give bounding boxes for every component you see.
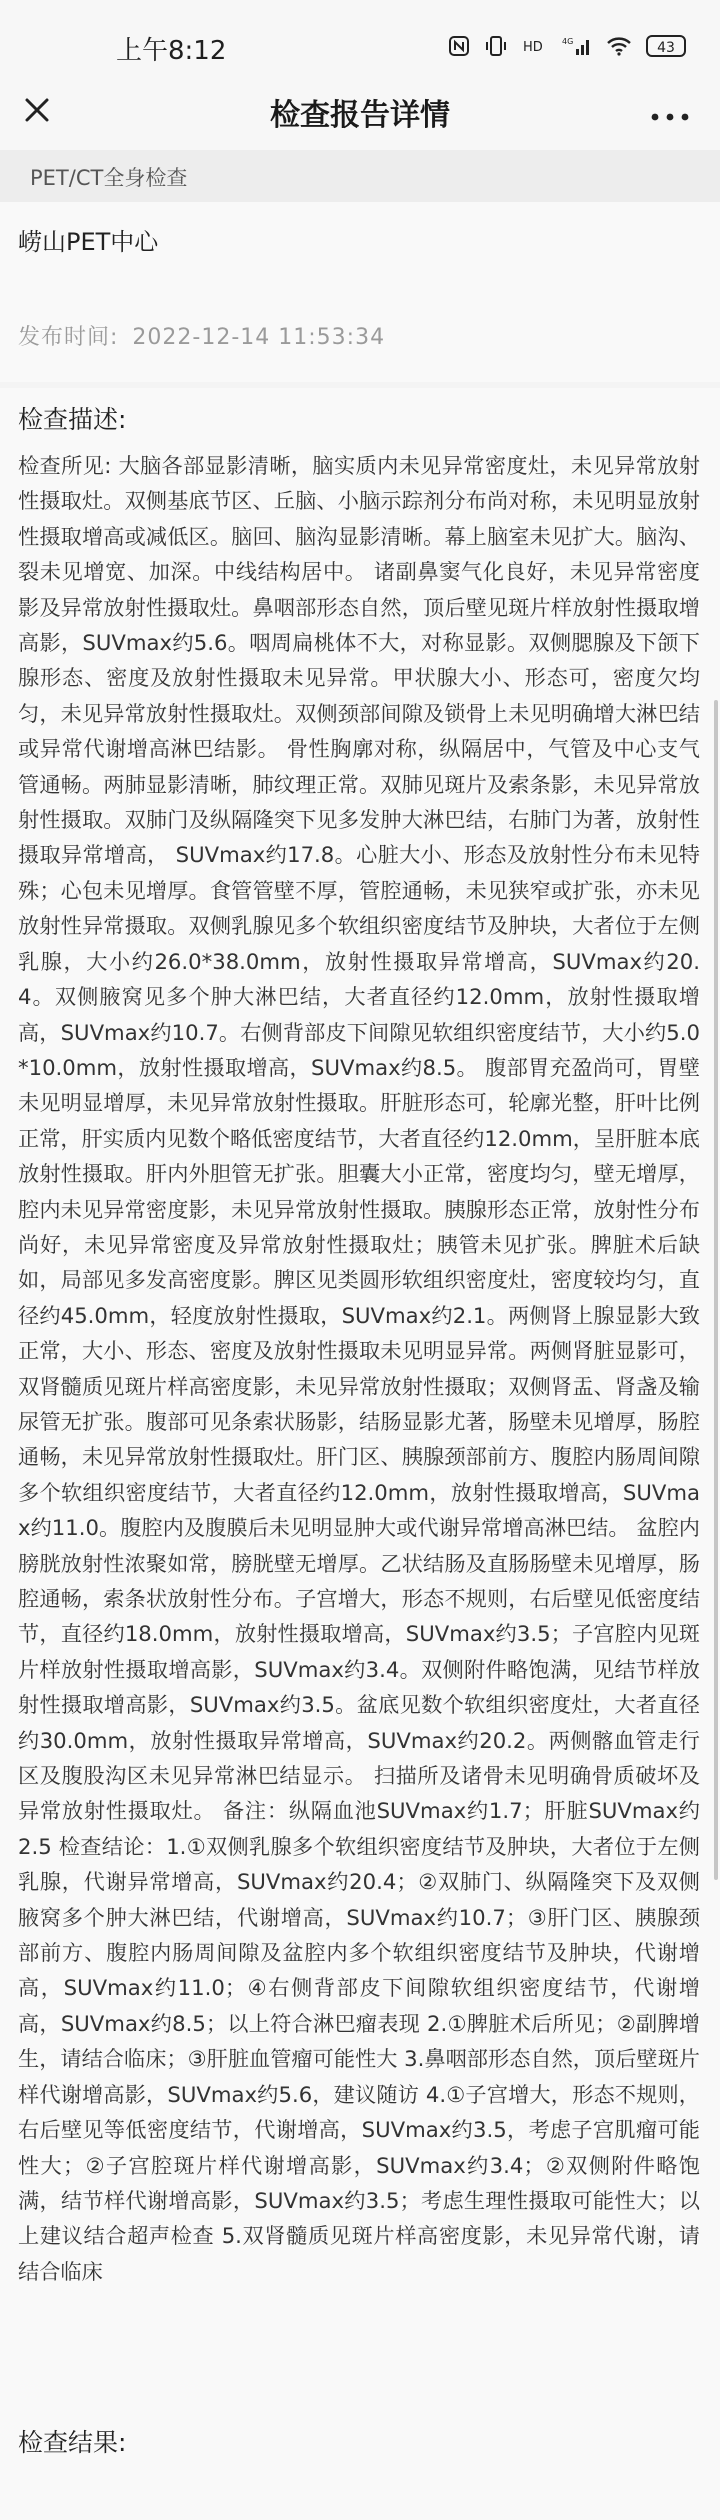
status-time: 上午8:12 (116, 36, 227, 66)
signal-icon (562, 35, 592, 57)
result-heading: 检查结果: (18, 2428, 127, 2457)
battery-icon: 43 (646, 35, 686, 57)
hd-icon (522, 35, 548, 57)
vibrate-icon (484, 35, 508, 57)
publish-row (18, 320, 385, 351)
category-bar (0, 150, 720, 202)
status-icons (448, 32, 686, 60)
network-label: 4G (562, 37, 574, 46)
nfc-icon (448, 35, 470, 57)
nav-bar (0, 70, 720, 150)
center-name: 崂山PET中心 (18, 228, 159, 256)
scrollbar[interactable] (714, 700, 718, 1880)
more-icon[interactable] (650, 106, 690, 114)
page-title: 检查报告详情 (270, 98, 450, 133)
publish-label: 发布时间: (18, 325, 119, 350)
wifi-icon (606, 35, 632, 57)
publish-time: 2022-12-14 11:53:34 (132, 325, 386, 350)
exam-category: PET/CT全身检查 (30, 166, 188, 190)
svg-text:HD: HD (523, 40, 543, 55)
description-text: 检查所见: 大脑各部显影清晰，脑实质内未见异常密度灶，未见异常放射性摄取灶。双侧基底节区、丘脑、小脑示踪剂分布尚对称，未见明显放射性摄取增高或减低区。脑回、脑沟显影清晰。幕上脑室未见扩大。脑沟、裂未见增宽、加深。中线结构居中。 诸副鼻窦气化良好，未见异常密度影及异常放射性摄取灶。鼻咽部形态自然，顶后壁见斑片样放射性摄取增高影，SUVmax约5.6。咽周扁桃体不大，对称显影。双侧腮腺及下颌下腺形态、密度及放射性摄取未见异常。甲状腺大小、形态可，密度欠均匀，未见异常放射性摄取灶。双侧颈部间隙及锁骨上未见明确增大淋巴结或异常代谢增高淋巴结影。 骨性胸廓对称，纵隔居中，气管及中心支气管通畅。两肺显影清晰，肺纹理正常。双肺见斑片及索条影，未见异常放射性摄取。双肺门及纵隔隆突下见多发肿大淋巴结，右肺门为著，放射性摄取异常增高， SUVmax约17.8。心脏大小、形态及放射性分布未见特殊；心包未见增厚。食管管壁不厚，管腔通畅，未见狭窄或扩张，亦未见放射性异常摄取。双侧乳腺见多个软组织密度结节及肿块，大者位于左侧乳腺，大小约26.0*38.0mm，放射性摄取异常增高，SUVmax约20.4。双侧腋窝见多个肿大淋巴结，大者直径约12.0mm，放射性摄取增高，SUVmax约10.7。右侧背部皮下间隙见软组织密度结节，大小约5.0*10.0mm，放射性摄取增高，SUVmax约8.5。 腹部胃充盈尚可，胃壁未见明显增厚，未见异常放射性摄取。肝脏形态可，轮廓光整，肝叶比例正常，肝实质内见数个略低密度结节，大者直径约12.0mm，呈肝脏本底放射性摄取。肝内外胆管无扩张。胆囊大小正常，密度均匀，壁无增厚，腔内未见异常密度影，未见异常放射性摄取。胰腺形态正常，放射性分布尚好，未见异常密度及异常放射性摄取灶；胰管未见扩张。脾脏术后缺如，局部见多发高密度影。脾区见类圆形软组织密度灶，密度较均匀，直径约45.0mm，轻度放射性摄取，SUVmax约2.1。两侧肾上腺显影大致正常，大小、形态、密度及放射性摄取未见明显异常。两侧肾脏显影可，双肾髓质见斑片样高密度影，未见异常放射性摄取；双侧肾盂、肾盏及输尿管无扩张。腹部可见条索状肠影，结肠显影尤著，肠壁未见增厚，肠腔通畅，未见异常放射性摄取灶。肝门区、胰腺颈部前方、腹腔内肠周间隙多个软组织密度结节，大者直径约12.0mm，放射性摄取增高，SUVmax约11.0。腹腔内及腹膜后未见明显肿大或代谢异常增高淋巴结。 盆腔内膀胱放射性浓聚如常，膀胱壁无增厚。乙状结肠及直肠肠壁未见增厚，肠腔通畅，索条状放射性分布。子宫增大，形态不规则，右后壁见低密度结节，直径约18.0mm，放射性摄取增高，SUVmax约3.5；子宫腔内见斑片样放射性摄取增高影，SUVmax约3.4。双侧附件略饱满，见结节样放射性摄取增高影，SUVmax约3.5。盆底见数个软组织密度灶，大者直径约30.0mm，放射性摄取异常增高，SUVmax约20.2。两侧髂血管走行区及腹股沟区未见异常淋巴结显示。 扫描所及诸骨未见明确骨质破坏及异常放射性摄取灶。 备注：纵隔血池SUVmax约1.7；肝脏SUVmax约2.5 检查结论：1.①双侧乳腺多个软组织密度结节及肿块，大者位于左侧乳腺，代谢异常增高，SUVmax约20.4；②双肺门、纵隔隆突下及双侧腋窝多个肿大淋巴结，代谢增高，SUVmax约10.7；③肝门区、胰腺颈部前方、腹腔内肠周间隙及盆腔内多个软组织密度结节及肿块，代谢增高，SUVmax约11.0；④右侧背部皮下间隙软组织密度结节，代谢增高，SUVmax约8.5；以上符合淋巴瘤表现 2.①脾脏术后所见；②副脾增生，请结合临床；③肝脏血管瘤可能性大 3.鼻咽部形态自然，顶后壁斑片样代谢增高影，SUVmax约5.6，建议随访 4.①子宫增大，形态不规则，右后壁见等低密度结节，代谢增高，SUVmax约3.5，考虑子宫肌瘤可能性大；②子宫腔斑片样代谢增高影，SUVmax约3.4；②双侧附件略饱满，结节样代谢增高影，SUVmax约3.5；考虑生理性摄取可能性大；以上建议结合超声检查 5.双肾髓质见斑片样高密度影，未见异常代谢，请结合临床 (18, 453, 700, 2284)
description-heading: 检查描述: (18, 405, 127, 434)
